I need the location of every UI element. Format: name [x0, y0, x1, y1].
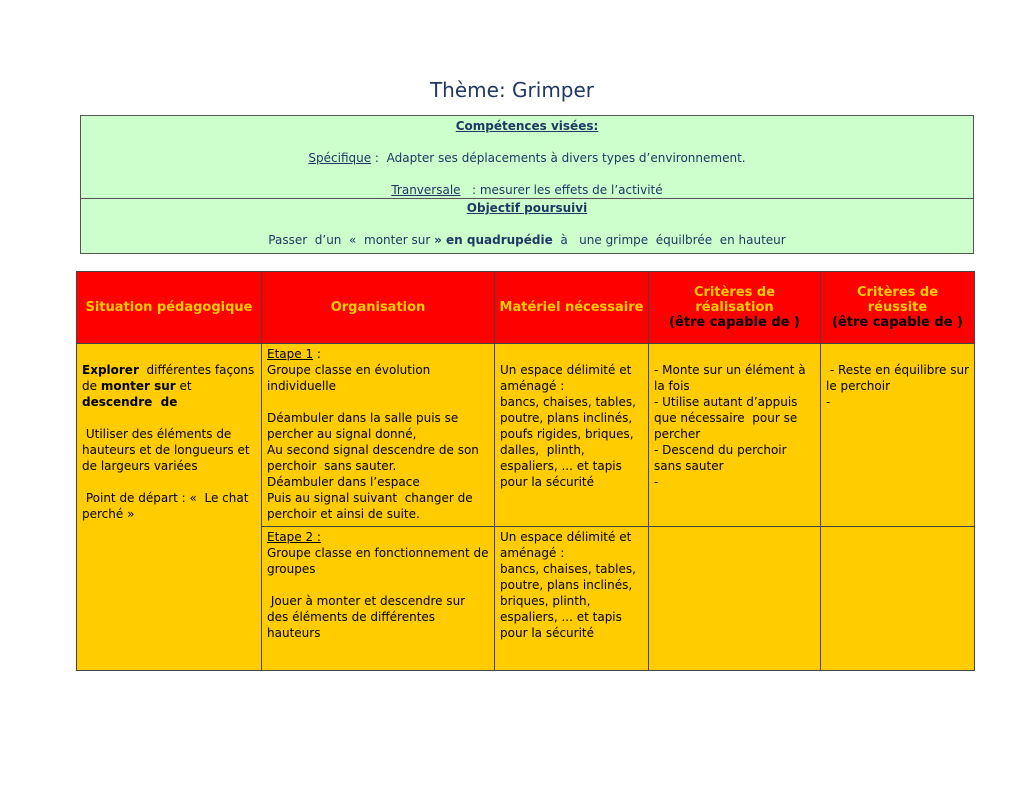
header-criteres-realisation: [649, 272, 821, 344]
box-divider: [81, 198, 973, 199]
reussite2-cell: [821, 527, 975, 671]
etape2-cell: [262, 527, 495, 671]
competences-heading: Compétences visées:: [455, 119, 599, 133]
situation-text2: et: [175, 379, 204, 393]
situation-cell: [77, 344, 262, 671]
objectives-box: [80, 115, 974, 254]
transversale-line: [81, 183, 973, 197]
situation-para3: Point de départ : « Le chat perché »: [82, 491, 253, 521]
etape2-text: Groupe classe en fonctionnement de groupes Jouer à monter et descendre sur des éléments de différentes hauteurs: [267, 546, 489, 640]
header-situation: Situation pédagogique: [77, 272, 262, 344]
etape1-label: Etape 1: [267, 347, 314, 361]
header-criteres-realisation-sub: (être capable de ): [669, 315, 800, 330]
realisation1-text: - Monte sur un élément à la fois - Utilise autant d’appuis que nécessaire pour se percher - Descend du perchoir sans sauter -: [654, 363, 806, 489]
explorer-text: Explorer: [82, 363, 139, 377]
header-criteres-realisation-title: Critères de réalisation: [693, 285, 776, 315]
realisation2-cell: [649, 527, 821, 671]
descendre-text: descendre de: [82, 395, 178, 409]
situation-para1: [82, 362, 259, 410]
header-criteres-reussite-title: Critères de réussite: [856, 285, 939, 315]
objectif-line: [81, 233, 973, 247]
objectif-part3: à une grimpe équilbrée en hauteur: [552, 233, 786, 247]
materiel1-cell: [495, 344, 649, 527]
objectif-part2: » en quadrupédie: [434, 233, 553, 247]
situation-para2: Utiliser des éléments de hauteurs et de longueurs et de largeurs variées: [82, 427, 254, 473]
transversale-text: : mesurer les effets de l’activité: [460, 183, 663, 197]
materiel1-text: Un espace délimité et aménagé : bancs, chaises, tables, poutre, plans inclinés, poufs rigides, briques, dalles, plinth, espaliers, ... et tapis pour la sécurité: [500, 363, 636, 489]
objectif-part1: Passer d’un « monter sur: [268, 233, 435, 247]
specifique-label: Spécifique: [308, 151, 372, 165]
etape1-label-line: [267, 346, 489, 362]
header-organisation: Organisation: [262, 272, 495, 344]
page-title: Thème: Grimper: [429, 78, 595, 102]
objectif-heading: Objectif poursuivi: [466, 201, 588, 215]
header-criteres-reussite-sub: (être capable de ): [832, 315, 963, 330]
etape2-label: Etape 2 :: [267, 530, 321, 544]
materiel2-text: Un espace délimité et aménagé : bancs, chaises, tables, poutre, plans inclinés, briques, plinth, espaliers, ... et tapis pour la sécurité: [500, 530, 636, 640]
etape1-text: Groupe classe en évolution individuelle Déambuler dans la salle puis se percher au signal donné, Au second signal descendre de son perchoir sans sauter. Déambuler dans l’espace Puis au signal suivant changer de perchoir et ainsi de suite.: [267, 363, 479, 521]
header-row: [77, 272, 975, 344]
lesson-table: [76, 271, 975, 671]
header-materiel: Matériel nécessaire: [495, 272, 649, 344]
etape1-cell: [262, 344, 495, 527]
specifique-line: [81, 151, 973, 165]
table-row: [77, 344, 975, 527]
reussite1-text: - Reste en équilibre sur le perchoir -: [826, 363, 969, 409]
monter-text: monter sur: [100, 379, 176, 393]
header-criteres-reussite: [821, 272, 975, 344]
materiel2-cell: [495, 527, 649, 671]
specifique-text: : Adapter ses déplacements à divers types d’environnement.: [371, 151, 746, 165]
transversale-label: Tranversale: [391, 183, 461, 197]
situation-text1: différentes façons de: [82, 363, 259, 393]
etape1-label-suffix: :: [313, 347, 321, 361]
realisation1-cell: [649, 344, 821, 527]
reussite1-cell: [821, 344, 975, 527]
